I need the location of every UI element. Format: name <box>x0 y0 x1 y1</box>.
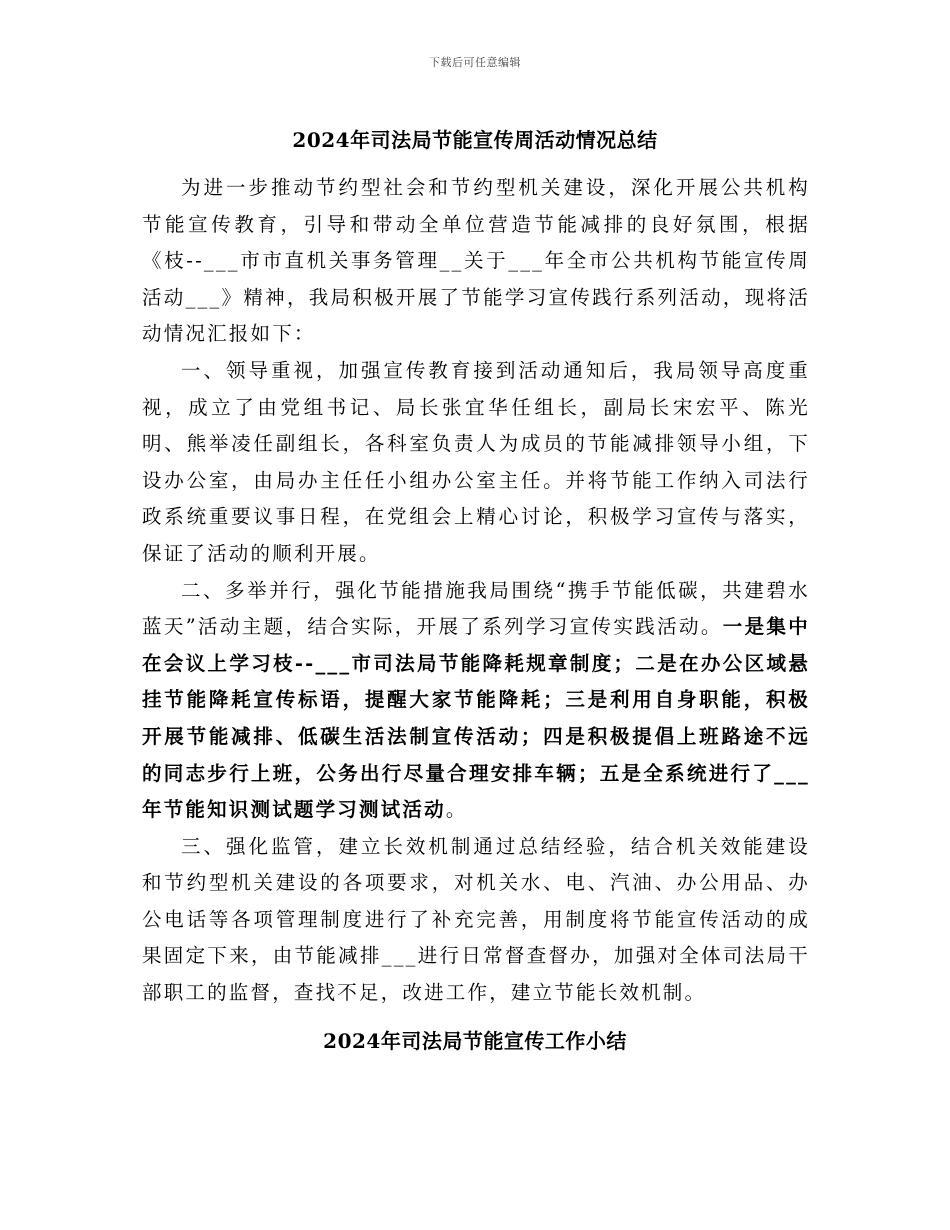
paragraph-section-1: 一、领导重视，加强宣传教育接到活动通知后，我局领导高度重视，成立了由党组书记、局长张宜华任组长，副局长宋宏平、陈光明、熊举凌任副组长，各科室负责人为成员的节能减排领导小组，下设办公室，由局办主任任小组办公室主任。并将节能工作纳入司法行政系统重要议事日程，在党组会上精心讨论，积极学习宣传与落实，保证了活动的顺利开展。 <box>142 358 810 565</box>
paragraph-section-2 <box>142 573 810 829</box>
paragraph-section-2-end: 。 <box>445 798 468 822</box>
document-body <box>142 170 810 1012</box>
document-subtitle: 2024年司法局节能宣传工作小结 <box>323 1029 627 1053</box>
paragraph-section-2-bold: 一是集中在会议上学习枝--___市司法局节能降耗规章制度；二是在办公区域悬挂节能降耗宣传标语，提醒大家节能降耗；三是利用自身职能，积极开展节能减排、低碳生活法制宣传活动；四是积极提倡上班路途不远的同志步行上班，公务出行尽量合理安排车辆；五是全系统进行了___年节能知识测试题学习测试活动 <box>142 615 810 822</box>
paragraph-section-2-lead: 二、多举并行，强化节能措施我局围绕“携手节能低碳，共建碧水蓝天”活动主题，结合实际，开展了系列学习宣传实践活动。 <box>142 578 810 639</box>
paragraph-section-3: 三、强化监管，建立长效机制通过总结经验，结合机关效能建设和节约型机关建设的各项要求，对机关水、电、汽油、办公用品、办公电话等各项管理制度进行了补充完善，用制度将节能宣传活动的成果固定下来，由节能减排___进行日常督查督办，加强对全体司法局干部职工的监督，查找不足，改进工作，建立节能长效机制。 <box>142 834 810 1005</box>
paragraph-intro: 为进一步推动节约型社会和节约型机关建设，深化开展公共机构节能宣传教育，引导和带动全单位营造节能减排的良好氛围，根据《枝--___市市直机关事务管理__关于___年全市公共机构节能宣传周活动___》精神，我局积极开展了节能学习宣传践行系列活动，现将活动情况汇报如下： <box>142 176 810 346</box>
document-title: 2024年司法局节能宣传周活动情况总结 <box>292 128 658 152</box>
header-note: 下载后可任意编辑 <box>429 56 521 69</box>
